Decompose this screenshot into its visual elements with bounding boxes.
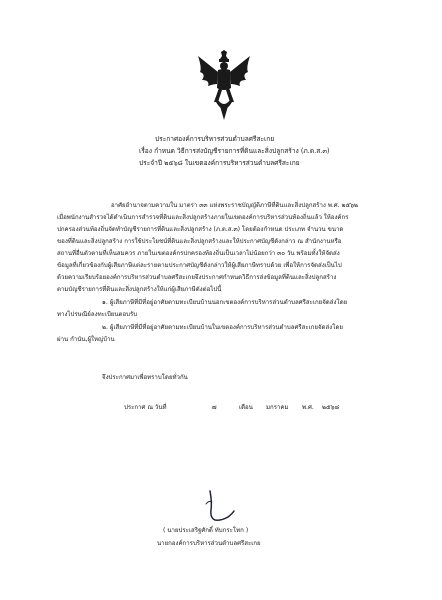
body-line: สถานที่อื่นตัวตามที่เห็นสมควร ภายในเขตองค์กรปกครองท้องถิ่นเป็นเวลาไม่น้อยกว่า ๓๐ วัน พร้อมทั้งให้จัดส่ง	[57, 250, 340, 257]
date-month-label: เดือน	[239, 404, 253, 411]
handwritten-signature	[196, 488, 236, 526]
garuda-emblem-icon	[196, 50, 252, 120]
body-line: ตามบัญชีรายการที่ดินและสิ่งปลูกสร้างให้แก่ผู้เสียภาษีดังต่อไปนี้	[57, 286, 222, 293]
announcement-title: ประกาศองค์การบริหารส่วนตำบลศรีสะเกย	[155, 135, 275, 143]
closing-statement: จึงประกาศมาเพื่อทราบโดยทั่วกัน	[102, 374, 188, 381]
list-item-2-continued: ผ่าน กำนัน,ผู้ใหญ่บ้าน	[57, 336, 115, 343]
body-line: ด้วยความเรียบร้อยองค์การบริหารส่วนตำบลศรีสะเกยจึงประกาศกำหนดวิธีการส่งข้อมูลที่ดินและสิ่งปลูกสร้าง	[57, 274, 337, 281]
body-line: ของที่ดินและสิ่งปลูกสร้าง การใช้ประโยชน์ที่ดินและสิ่งปลูกสร้างและให้ประกาศบัญชีดังกล่าว ณ สำนักงานหรือ	[57, 238, 342, 245]
body-line: ข้อมูลที่เกี่ยวข้องกับผู้เสียภาษีแต่ละรายตามประกาศบัญชีดังกล่าวให้ผู้เสียภาษีทราบด้วย เพื่อให้การจัดส่งเป็นไป	[57, 262, 342, 269]
signer-position: นายกองค์การบริหารส่วนตำบลศรีสะเกย	[157, 540, 261, 547]
date-day: ๗	[212, 404, 217, 411]
date-prefix: ประกาศ ณ วันที่	[124, 404, 167, 411]
body-line: เมื่อพนักงานสำรวจได้ดำเนินการสำรวจที่ดินและสิ่งปลูกสร้างภายในเขตองค์การบริหารส่วนท้องถิ่นแล้ว ให้องค์กร	[57, 214, 349, 221]
date-year-label: พ.ศ.	[302, 404, 314, 411]
announcement-subject: เรื่อง กำหนด วิธีการส่งบัญชีรายการที่ดินและสิ่งปลูกสร้าง (ภ.ด.ส.๓)	[139, 147, 330, 155]
list-item-2: ๒. ผู้เสียภาษีที่มีที่อยู่อาศัยตามทะเบียนบ้านในเขตองค์การบริหารส่วนตำบลศรีสะเกยจัดส่งโดย	[102, 324, 344, 331]
list-item-1: ๑. ผู้เสียภาษีที่มีที่อยู่อาศัยตามทะเบียนบ้านนอกเขตองค์การบริหารส่วนตำบลศรีสะเกยจัดส่งโดย	[102, 299, 348, 306]
date-month: มกราคม	[266, 404, 289, 411]
list-item-1-continued: ทางไปรษณีย์ลงทะเบียนตอบรับ	[57, 311, 138, 318]
body-line: ปกครองส่วนท้องถิ่นจัดทำบัญชีรายการที่ดินและสิ่งปลูกสร้าง (ภ.ด.ส.๓) โดยต้องกำหนด ประเภท จำนวน ขนาด	[57, 226, 344, 233]
announcement-year-scope: ประจำปี ๒๕๖๘ ในเขตองค์การบริหารส่วนตำบลศรีสะเกย	[139, 159, 300, 167]
body-line: อาศัยอำนาจตามความใน มาตรา ๓๓ แห่งพระราชบัญญัติภาษีที่ดินและสิ่งปลูกสร้าง พ.ศ. ๒๕๖๒	[111, 202, 359, 209]
date-year: ๒๕๖๘	[322, 404, 340, 411]
signer-name: ( นายประเสริฐศักดิ์ ทับกระโทก )	[163, 527, 249, 534]
